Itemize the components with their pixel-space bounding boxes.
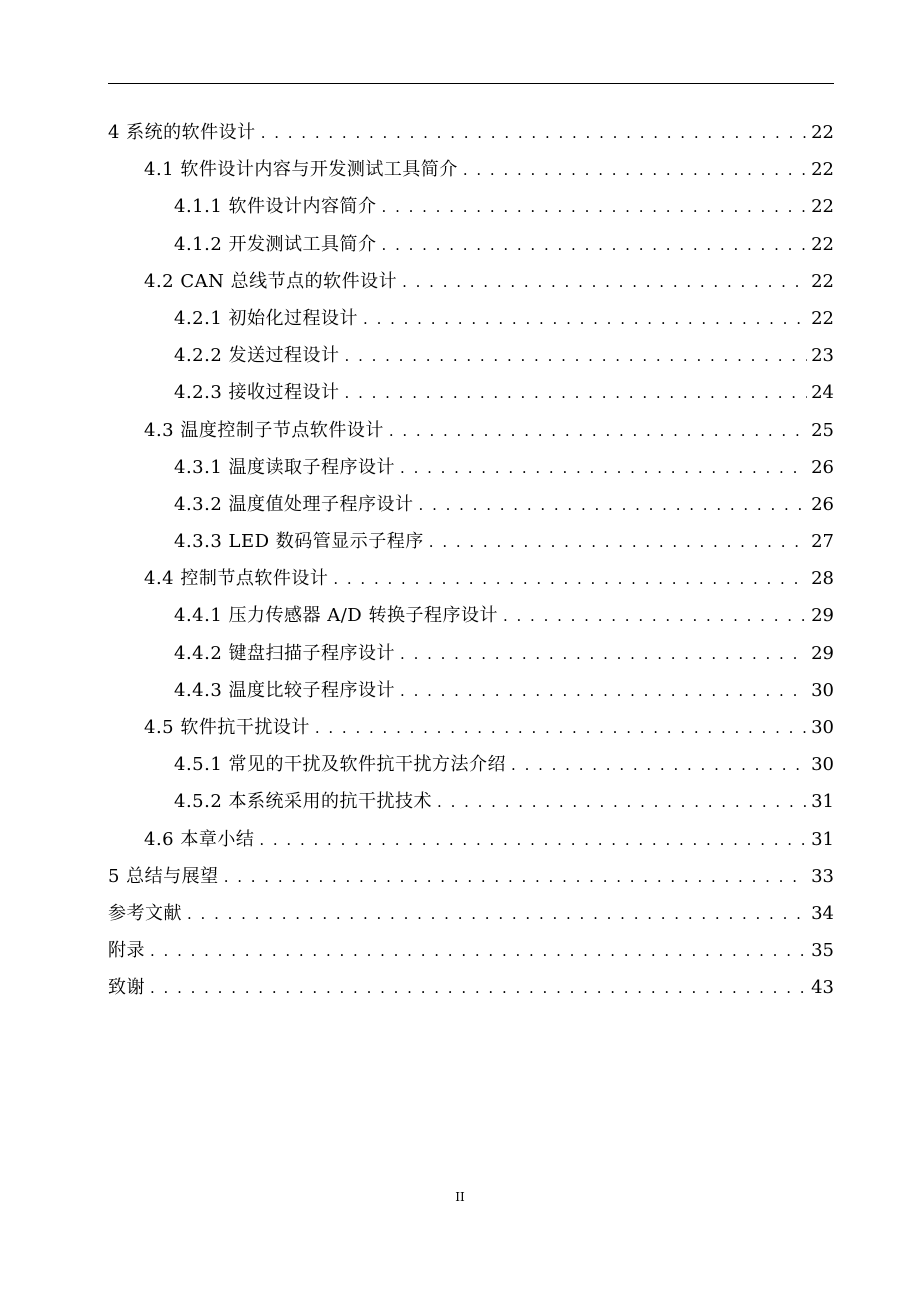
header-rule <box>108 83 834 84</box>
toc-entry-title: 4.2.1 初始化过程设计 <box>174 307 359 329</box>
toc-entry-title: 4.5.2 本系统采用的抗干扰技术 <box>174 791 433 813</box>
toc-entry-page: 22 <box>811 196 834 218</box>
toc-entry-title: 5 总结与展望 <box>108 865 219 887</box>
toc-entry[interactable] <box>108 486 834 523</box>
toc-dot-leader <box>150 933 807 970</box>
toc-entry[interactable] <box>108 412 834 449</box>
toc-entry-title: 附录 <box>108 940 145 962</box>
toc-entry-page: 33 <box>811 865 834 887</box>
toc-entry-title: 4.4.3 温度比较子程序设计 <box>174 679 396 701</box>
toc-entry-title: 4 系统的软件设计 <box>108 122 256 143</box>
toc-entry-title: 致谢 <box>108 977 145 999</box>
toc-entry[interactable] <box>108 300 834 337</box>
toc-entry-page: 22 <box>811 233 834 255</box>
toc-entry-page: 26 <box>811 456 834 478</box>
toc-entry-title: 4.1.2 开发测试工具简介 <box>174 233 377 255</box>
toc-entry[interactable] <box>108 969 834 1006</box>
toc-dot-leader <box>345 338 807 375</box>
toc-entry-page: 26 <box>811 493 834 515</box>
toc-entry-title: 4.5.1 常见的干扰及软件抗干扰方法介绍 <box>174 754 507 776</box>
toc-entry-title: 4.3.1 温度读取子程序设计 <box>174 456 396 478</box>
toc-entry-page: 34 <box>811 902 834 924</box>
toc-entry-title: 4.3.3 LED 数码管显示子程序 <box>174 531 424 553</box>
toc-entry[interactable] <box>108 635 834 672</box>
toc-entry[interactable] <box>108 226 834 263</box>
toc-entry-page: 23 <box>811 345 834 367</box>
toc-entry[interactable] <box>108 337 834 374</box>
toc-entry-page: 29 <box>811 642 834 664</box>
toc-entry[interactable] <box>108 188 834 225</box>
toc-dot-leader <box>400 450 807 487</box>
toc-dot-leader <box>511 747 807 784</box>
toc-entry[interactable] <box>108 858 834 895</box>
toc-dot-leader <box>333 561 807 598</box>
page-number: II <box>455 1190 465 1204</box>
toc-entry[interactable] <box>108 114 834 151</box>
toc-entry-page: 30 <box>811 679 834 701</box>
toc-dot-leader <box>150 970 807 1007</box>
toc-entry[interactable] <box>108 560 834 597</box>
toc-entry[interactable] <box>108 672 834 709</box>
toc-dot-leader <box>389 413 807 450</box>
toc-entry[interactable] <box>108 151 834 188</box>
toc-dot-leader <box>315 710 807 747</box>
toc-entry[interactable] <box>108 821 834 858</box>
toc-entry-page: 31 <box>811 828 834 850</box>
toc-entry-title: 4.2.2 发送过程设计 <box>174 345 340 367</box>
toc-dot-leader <box>429 524 807 561</box>
toc-entry[interactable] <box>108 263 834 300</box>
toc-entry[interactable] <box>108 709 834 746</box>
toc-entry-page: 22 <box>811 122 834 143</box>
toc-entry-page: 24 <box>811 382 834 404</box>
toc-dot-leader <box>402 264 807 301</box>
toc-dot-leader <box>345 375 807 412</box>
toc-entry-page: 30 <box>811 717 834 738</box>
toc-entry-page: 27 <box>811 531 834 553</box>
toc-entry-title: 4.4.2 键盘扫描子程序设计 <box>174 642 396 664</box>
toc-entry-title: 4.4 控制节点软件设计 <box>144 568 329 590</box>
toc-dot-leader <box>259 822 807 859</box>
toc-dot-leader <box>187 896 807 933</box>
toc-entry-title: 4.5 软件抗干扰设计 <box>144 717 310 738</box>
toc-entry-title: 4.1.1 软件设计内容简介 <box>174 196 377 218</box>
toc-entry-page: 35 <box>811 940 834 962</box>
toc-entry-title: 4.3.2 温度值处理子程序设计 <box>174 493 414 515</box>
toc-entry[interactable] <box>108 597 834 634</box>
toc-entry-title: 4.3 温度控制子节点软件设计 <box>144 419 384 441</box>
toc-dot-leader <box>224 859 807 896</box>
toc-entry[interactable] <box>108 895 834 932</box>
toc-entry-title: 4.2.3 接收过程设计 <box>174 382 340 404</box>
toc-entry-page: 28 <box>811 568 834 590</box>
toc-dot-leader <box>261 115 807 152</box>
toc-entry-title: 4.1 软件设计内容与开发测试工具简介 <box>144 159 458 181</box>
toc-entry[interactable] <box>108 523 834 560</box>
toc-entry[interactable] <box>108 783 834 820</box>
toc-dot-leader <box>382 227 807 264</box>
toc-entry-page: 22 <box>811 270 834 292</box>
table-of-contents <box>108 114 834 1007</box>
toc-entry-page: 31 <box>811 791 834 813</box>
toc-dot-leader <box>363 301 807 338</box>
toc-entry-page: 43 <box>811 977 834 999</box>
toc-entry[interactable] <box>108 374 834 411</box>
toc-entry[interactable] <box>108 932 834 969</box>
toc-entry-page: 22 <box>811 307 834 329</box>
toc-dot-leader <box>419 487 807 524</box>
toc-entry-title: 4.4.1 压力传感器 A/D 转换子程序设计 <box>174 605 498 627</box>
toc-entry-title: 4.6 本章小结 <box>144 828 255 850</box>
toc-entry-title: 4.2 CAN 总线节点的软件设计 <box>144 270 398 292</box>
toc-entry-title: 参考文献 <box>108 902 182 924</box>
toc-entry[interactable] <box>108 449 834 486</box>
toc-dot-leader <box>382 189 807 226</box>
toc-dot-leader <box>400 673 807 710</box>
toc-entry[interactable] <box>108 746 834 783</box>
toc-entry-page: 22 <box>811 159 834 181</box>
toc-dot-leader <box>437 784 807 821</box>
toc-entry-page: 25 <box>811 419 834 441</box>
toc-entry-page: 30 <box>811 754 834 776</box>
toc-entry-page: 29 <box>811 605 834 627</box>
toc-dot-leader <box>400 636 807 673</box>
toc-dot-leader <box>463 152 807 189</box>
toc-dot-leader <box>503 598 807 635</box>
